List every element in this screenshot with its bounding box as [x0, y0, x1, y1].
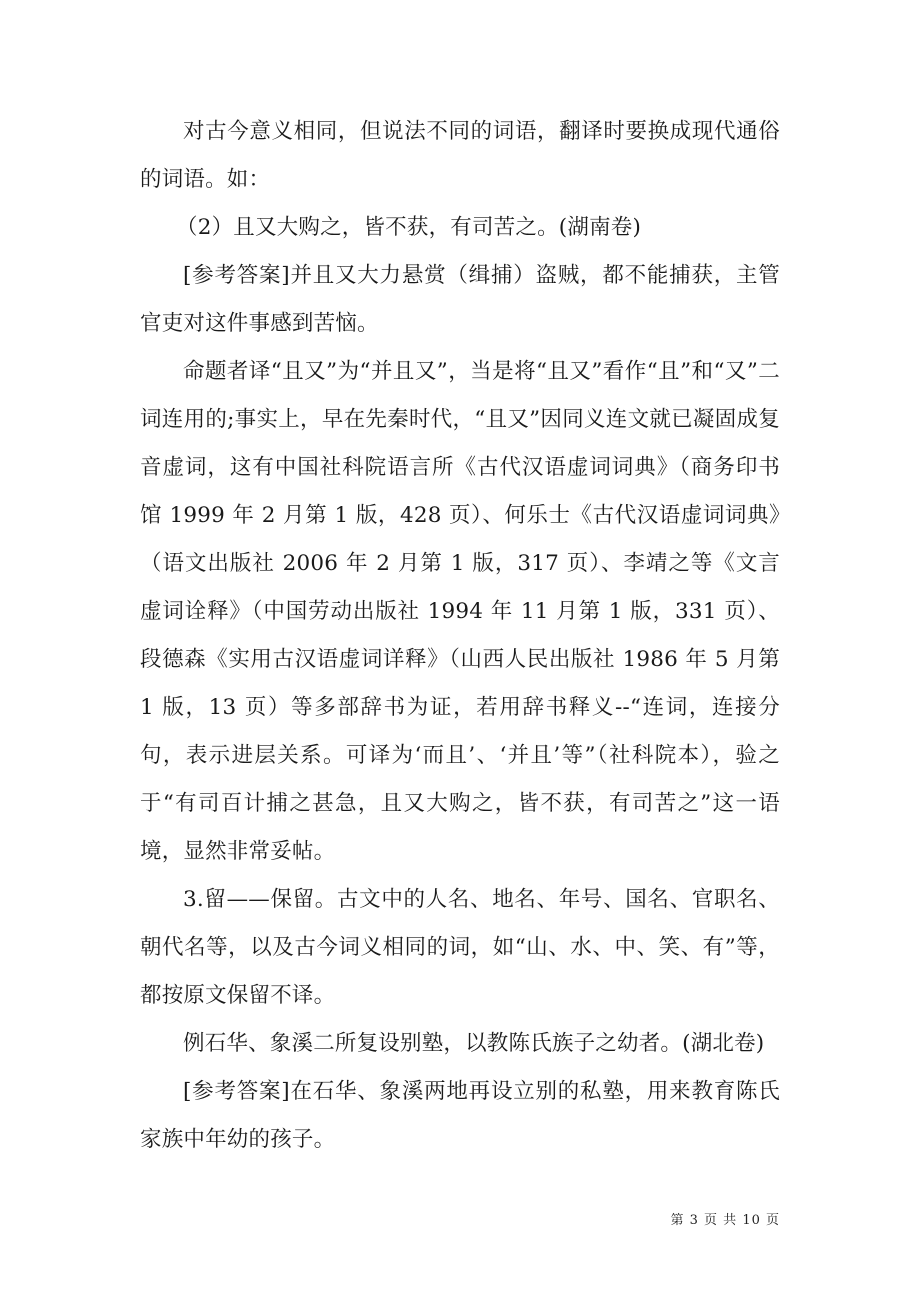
- paragraph-translation-rule: 对古今意义相同，但说法不同的词语，翻译时要换成现代通俗的词语。如：: [140, 119, 780, 192]
- paragraph-retain-rule: 3.留——保留。古文中的人名、地名、年号、国名、官职名、朝代名等，以及古今词义相同的词，如“山、水、中、笑、有”等，都按原文保留不译。: [140, 887, 780, 1008]
- page-number: 第 3 页 共 10 页: [670, 1213, 780, 1228]
- paragraph-answer-hunan: [参考答案]并且又大力悬赏（缉捕）盗贼，都不能捕获，主管官吏对这件事感到苦恼。: [140, 263, 780, 336]
- paragraph-answer-hubei: [参考答案]在石华、象溪两地再设立别的私塾，用来教育陈氏家族中年幼的孩子。: [140, 1079, 780, 1152]
- paragraph-commentary: 命题者译“且又”为“并且又”，当是将“且又”看作“且”和“又”二词连用的;事实上，早在先秦时代，“且又”因同义连文就已凝固成复音虚词，这有中国社科院语言所《古代汉语虚词词典》（商务印书馆 1999 年 2 月第 1 版，428 页）、何乐士《古代汉语虚词词典》（语文出版社 2006 年 2 月第 1 版，317 页）、李靖之等《文言虚词诠释》（中国劳动出版社 1994 年 11 月第 1 版，331 页）、段德森《实用古汉语虚词详释》（山西人民出版社 1986 年 5 月第 1 版，13 页）等多部辞书为证，若用辞书释义--“连词，连接分句，表示进层关系。可译为‘而且’、‘并且’等”（社科院本），验之于“有司百计捕之甚急，且又大购之，皆不获，有司苦之”这一语境，显然非常妥帖。: [140, 359, 780, 864]
- document-body: [140, 108, 780, 1164]
- paragraph-example-hunan: （2）且又大购之，皆不获，有司苦之。(湖南卷): [176, 215, 642, 240]
- paragraph-example-hubei: 例石华、象溪二所复设别塾，以教陈氏族子之幼者。(湖北卷): [183, 1031, 765, 1056]
